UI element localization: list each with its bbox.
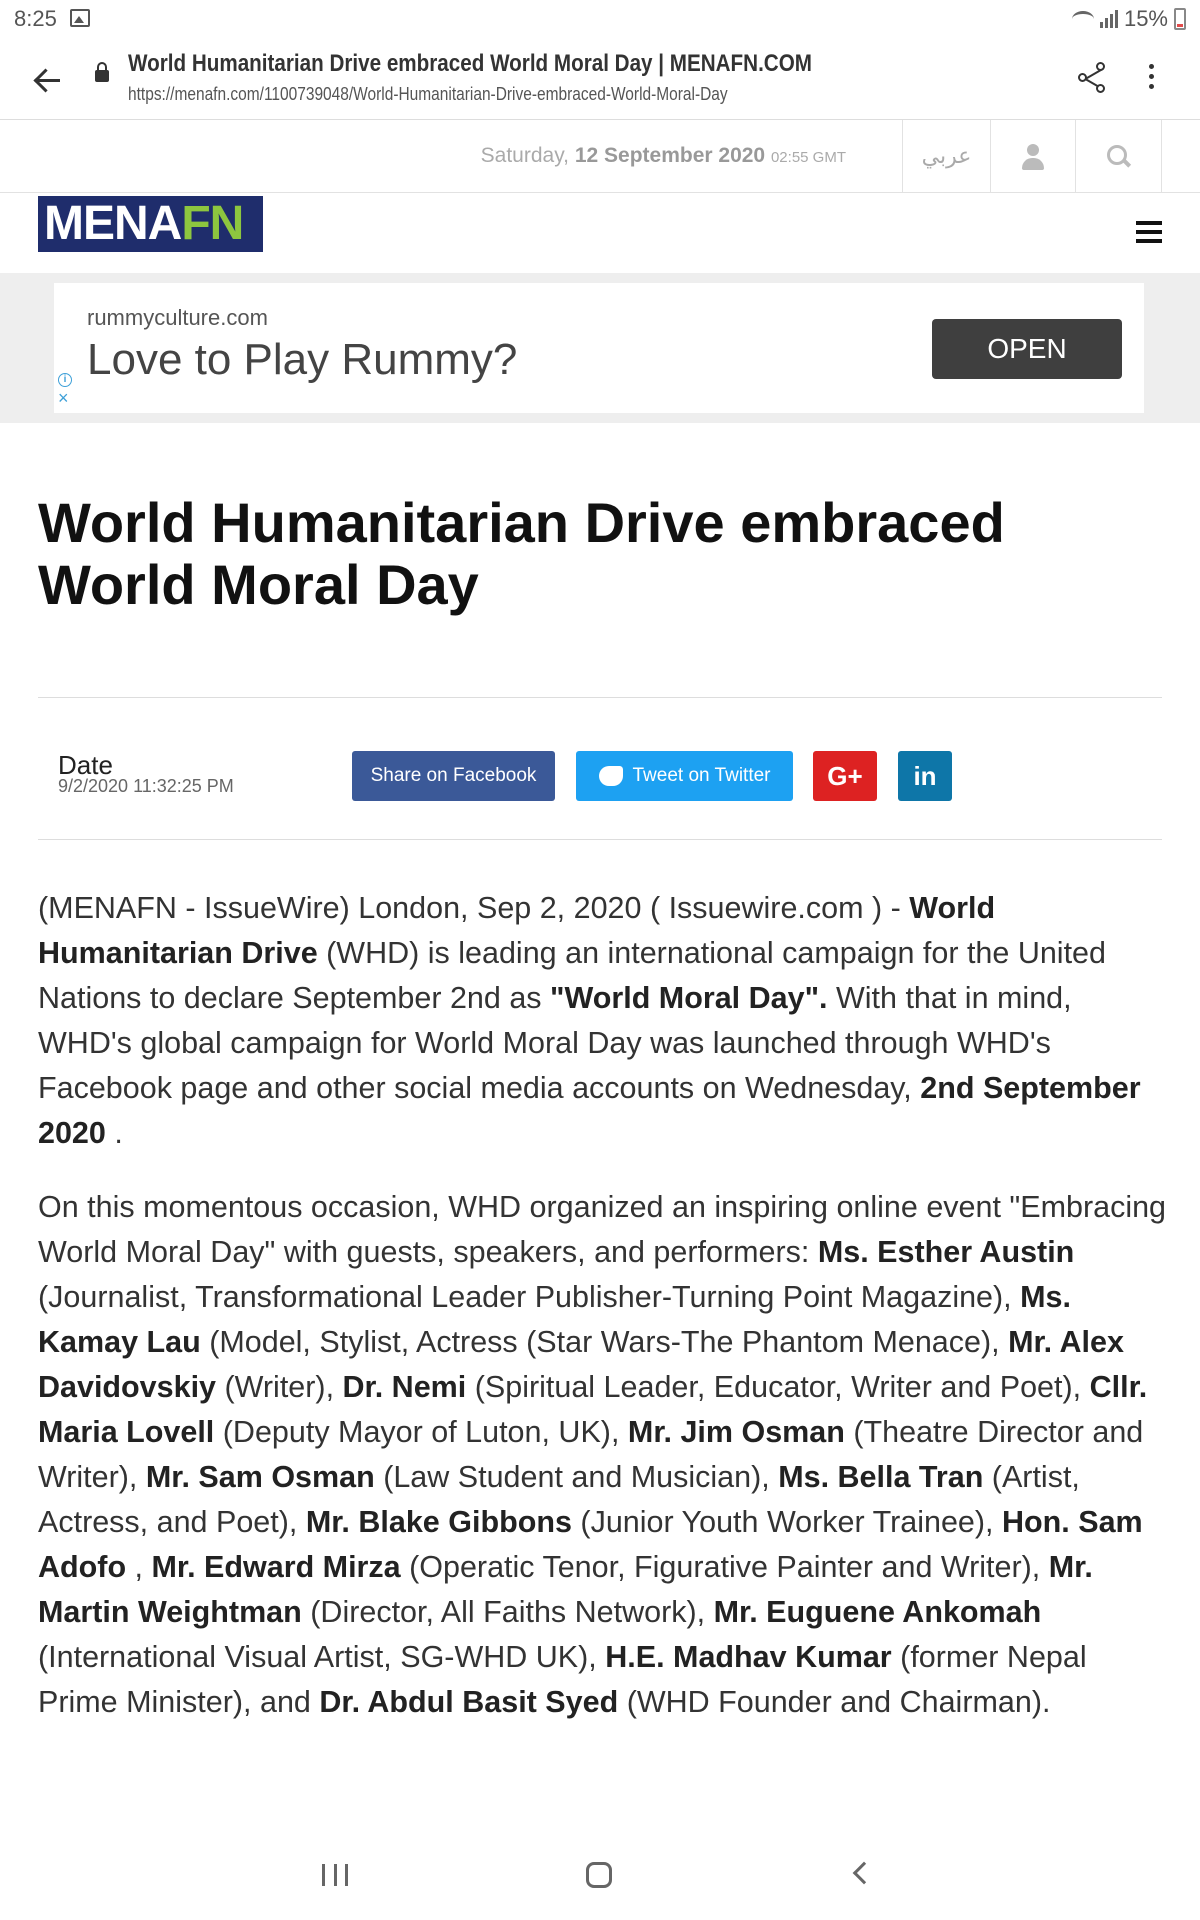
bold-text: Dr. Abdul Basit Syed <box>319 1685 619 1719</box>
twitter-bird-icon <box>599 766 623 786</box>
divider <box>38 697 1162 698</box>
current-date: Saturday, 12 September 2020 02:55 GMT <box>480 144 846 167</box>
system-nav-bar <box>0 1838 1200 1920</box>
ad-domain: rummyculture.com <box>87 305 268 330</box>
bold-text: Hon. Sam Adofo <box>38 1505 1143 1584</box>
share-facebook-button[interactable]: Share on Facebook <box>352 751 555 801</box>
ad-container <box>0 273 1200 423</box>
bold-text: "World Moral Day". <box>550 981 828 1015</box>
site-search-button[interactable] <box>1075 120 1161 193</box>
text-run: (MENAFN - IssueWire) London, Sep 2, 2020 ( Issuewire.com ) - <box>38 891 910 925</box>
text-run: (Deputy Mayor of Luton, UK), <box>214 1415 628 1449</box>
browser-toolbar <box>0 40 1200 120</box>
text-run: , <box>126 1550 152 1584</box>
article-paragraph-2 <box>38 1185 1168 1725</box>
arabic-language-link[interactable]: عربي <box>902 120 990 193</box>
article-headline: World Humanitarian Drive embraced World Moral Day <box>38 491 1005 616</box>
bold-text: Mr. Martin Weightman <box>38 1550 1093 1629</box>
bold-text: Mr. Alex Davidovskiy <box>38 1325 1124 1404</box>
signal-icon <box>1100 10 1118 28</box>
ad-info-icon[interactable]: i <box>58 373 72 387</box>
text-run: (Spiritual Leader, Educator, Writer and Poet), <box>466 1370 1090 1404</box>
search-icon <box>1107 145 1131 169</box>
bold-text: World Humanitarian Drive <box>38 891 996 970</box>
bold-text: Mr. Edward Mirza <box>151 1550 401 1584</box>
bold-text: 2nd September 2020 <box>38 1071 1141 1150</box>
text-run: (Theatre Director and Writer), <box>38 1415 1144 1494</box>
text-run: (former Nepal Prime Minister), and <box>38 1640 1087 1719</box>
date-label: Date <box>58 750 113 780</box>
text-run: (Writer), <box>216 1370 343 1404</box>
share-linkedin-button[interactable]: in <box>898 751 952 801</box>
user-icon <box>1022 144 1044 170</box>
bold-text: Mr. Sam Osman <box>145 1460 375 1494</box>
bold-text: Mr. Blake Gibbons <box>305 1505 572 1539</box>
divider <box>38 839 1162 840</box>
tweet-twitter-button[interactable] <box>576 751 793 801</box>
ad-banner[interactable] <box>54 283 1144 413</box>
menafn-logo[interactable]: MENAFN <box>38 196 263 252</box>
bold-text: Mr. Euguene Ankomah <box>713 1595 1042 1629</box>
image-notification-icon <box>70 9 90 27</box>
bold-text: Dr. Nemi <box>342 1370 467 1404</box>
status-time: 8:25 <box>14 6 57 31</box>
text-run: (WHD) is leading an international campaign for the United Nations to declare September 2nd as <box>38 936 1106 1015</box>
tweet-label: Tweet on Twitter <box>632 765 771 786</box>
top-bar-spacer <box>1161 120 1200 193</box>
article-date: 9/2/2020 11:32:25 PM <box>58 776 234 796</box>
share-icon[interactable] <box>1078 62 1108 96</box>
bold-text: Ms. Kamay Lau <box>38 1280 1071 1359</box>
wifi-icon <box>1072 11 1094 27</box>
status-bar <box>0 0 1200 40</box>
browser-page-title[interactable]: World Humanitarian Drive embraced World Moral Day | MENAFN.COM <box>128 50 812 77</box>
text-run: (Artist, Actress, and Poet), <box>38 1460 1080 1539</box>
status-right <box>1072 6 1186 32</box>
text-run: (Director, All Faiths Network), <box>301 1595 714 1629</box>
bold-text: Ms. Esther Austin <box>817 1235 1075 1269</box>
bold-text: Cllr. Maria Lovell <box>38 1370 1148 1449</box>
text-run: (Law Student and Musician), <box>374 1460 779 1494</box>
text-run: (WHD Founder and Chairman). <box>618 1685 1051 1719</box>
ad-open-button[interactable]: OPEN <box>932 319 1122 379</box>
text-run: (Journalist, Transformational Leader Publisher-Turning Point Magazine), <box>38 1280 1021 1314</box>
ad-headline[interactable]: Love to Play Rummy? <box>87 335 518 384</box>
site-header <box>0 193 1200 273</box>
battery-percent: 15% <box>1123 6 1168 31</box>
text-run: (Junior Youth Worker Trainee), <box>571 1505 1002 1539</box>
user-account-button[interactable] <box>990 120 1075 193</box>
bold-text: Mr. Jim Osman <box>627 1415 845 1449</box>
ad-close-icon[interactable]: × <box>58 388 69 408</box>
home-icon[interactable] <box>586 1862 612 1888</box>
text-run: With that in mind, WHD's global campaign for World Moral Day was launched through WHD's Facebook page and other social media accounts on Wednesday, <box>38 981 1072 1105</box>
site-top-bar <box>0 120 1200 193</box>
bold-text: Ms. Bella Tran <box>778 1460 984 1494</box>
text-run: (Model, Stylist, Actress (Star Wars-The Phantom Menace), <box>200 1325 1009 1359</box>
text-run: . <box>105 1116 123 1150</box>
text-run: (International Visual Artist, SG-WHD UK), <box>38 1640 606 1674</box>
system-back-icon[interactable] <box>853 1862 876 1885</box>
recent-apps-icon[interactable] <box>322 1864 348 1886</box>
text-run: (Operatic Tenor, Figurative Painter and Writer), <box>400 1550 1049 1584</box>
bold-text: H.E. Madhav Kumar <box>605 1640 892 1674</box>
share-google-plus-button[interactable]: G+ <box>813 751 877 801</box>
battery-icon <box>1174 8 1186 30</box>
lock-icon[interactable] <box>95 70 109 82</box>
text-run: On this momentous occasion, WHD organized an inspiring online event "Embracing World Moral Day" with guests, speakers, and performers: <box>38 1190 1167 1269</box>
more-options-icon[interactable] <box>1146 64 1156 96</box>
back-arrow-icon[interactable] <box>30 62 66 98</box>
article-paragraph-1 <box>38 886 1168 1156</box>
hamburger-menu-icon[interactable] <box>1136 221 1162 243</box>
browser-url[interactable]: https://menafn.com/1100739048/World-Humanitarian-Drive-embraced-World-Moral-Day <box>128 84 728 104</box>
